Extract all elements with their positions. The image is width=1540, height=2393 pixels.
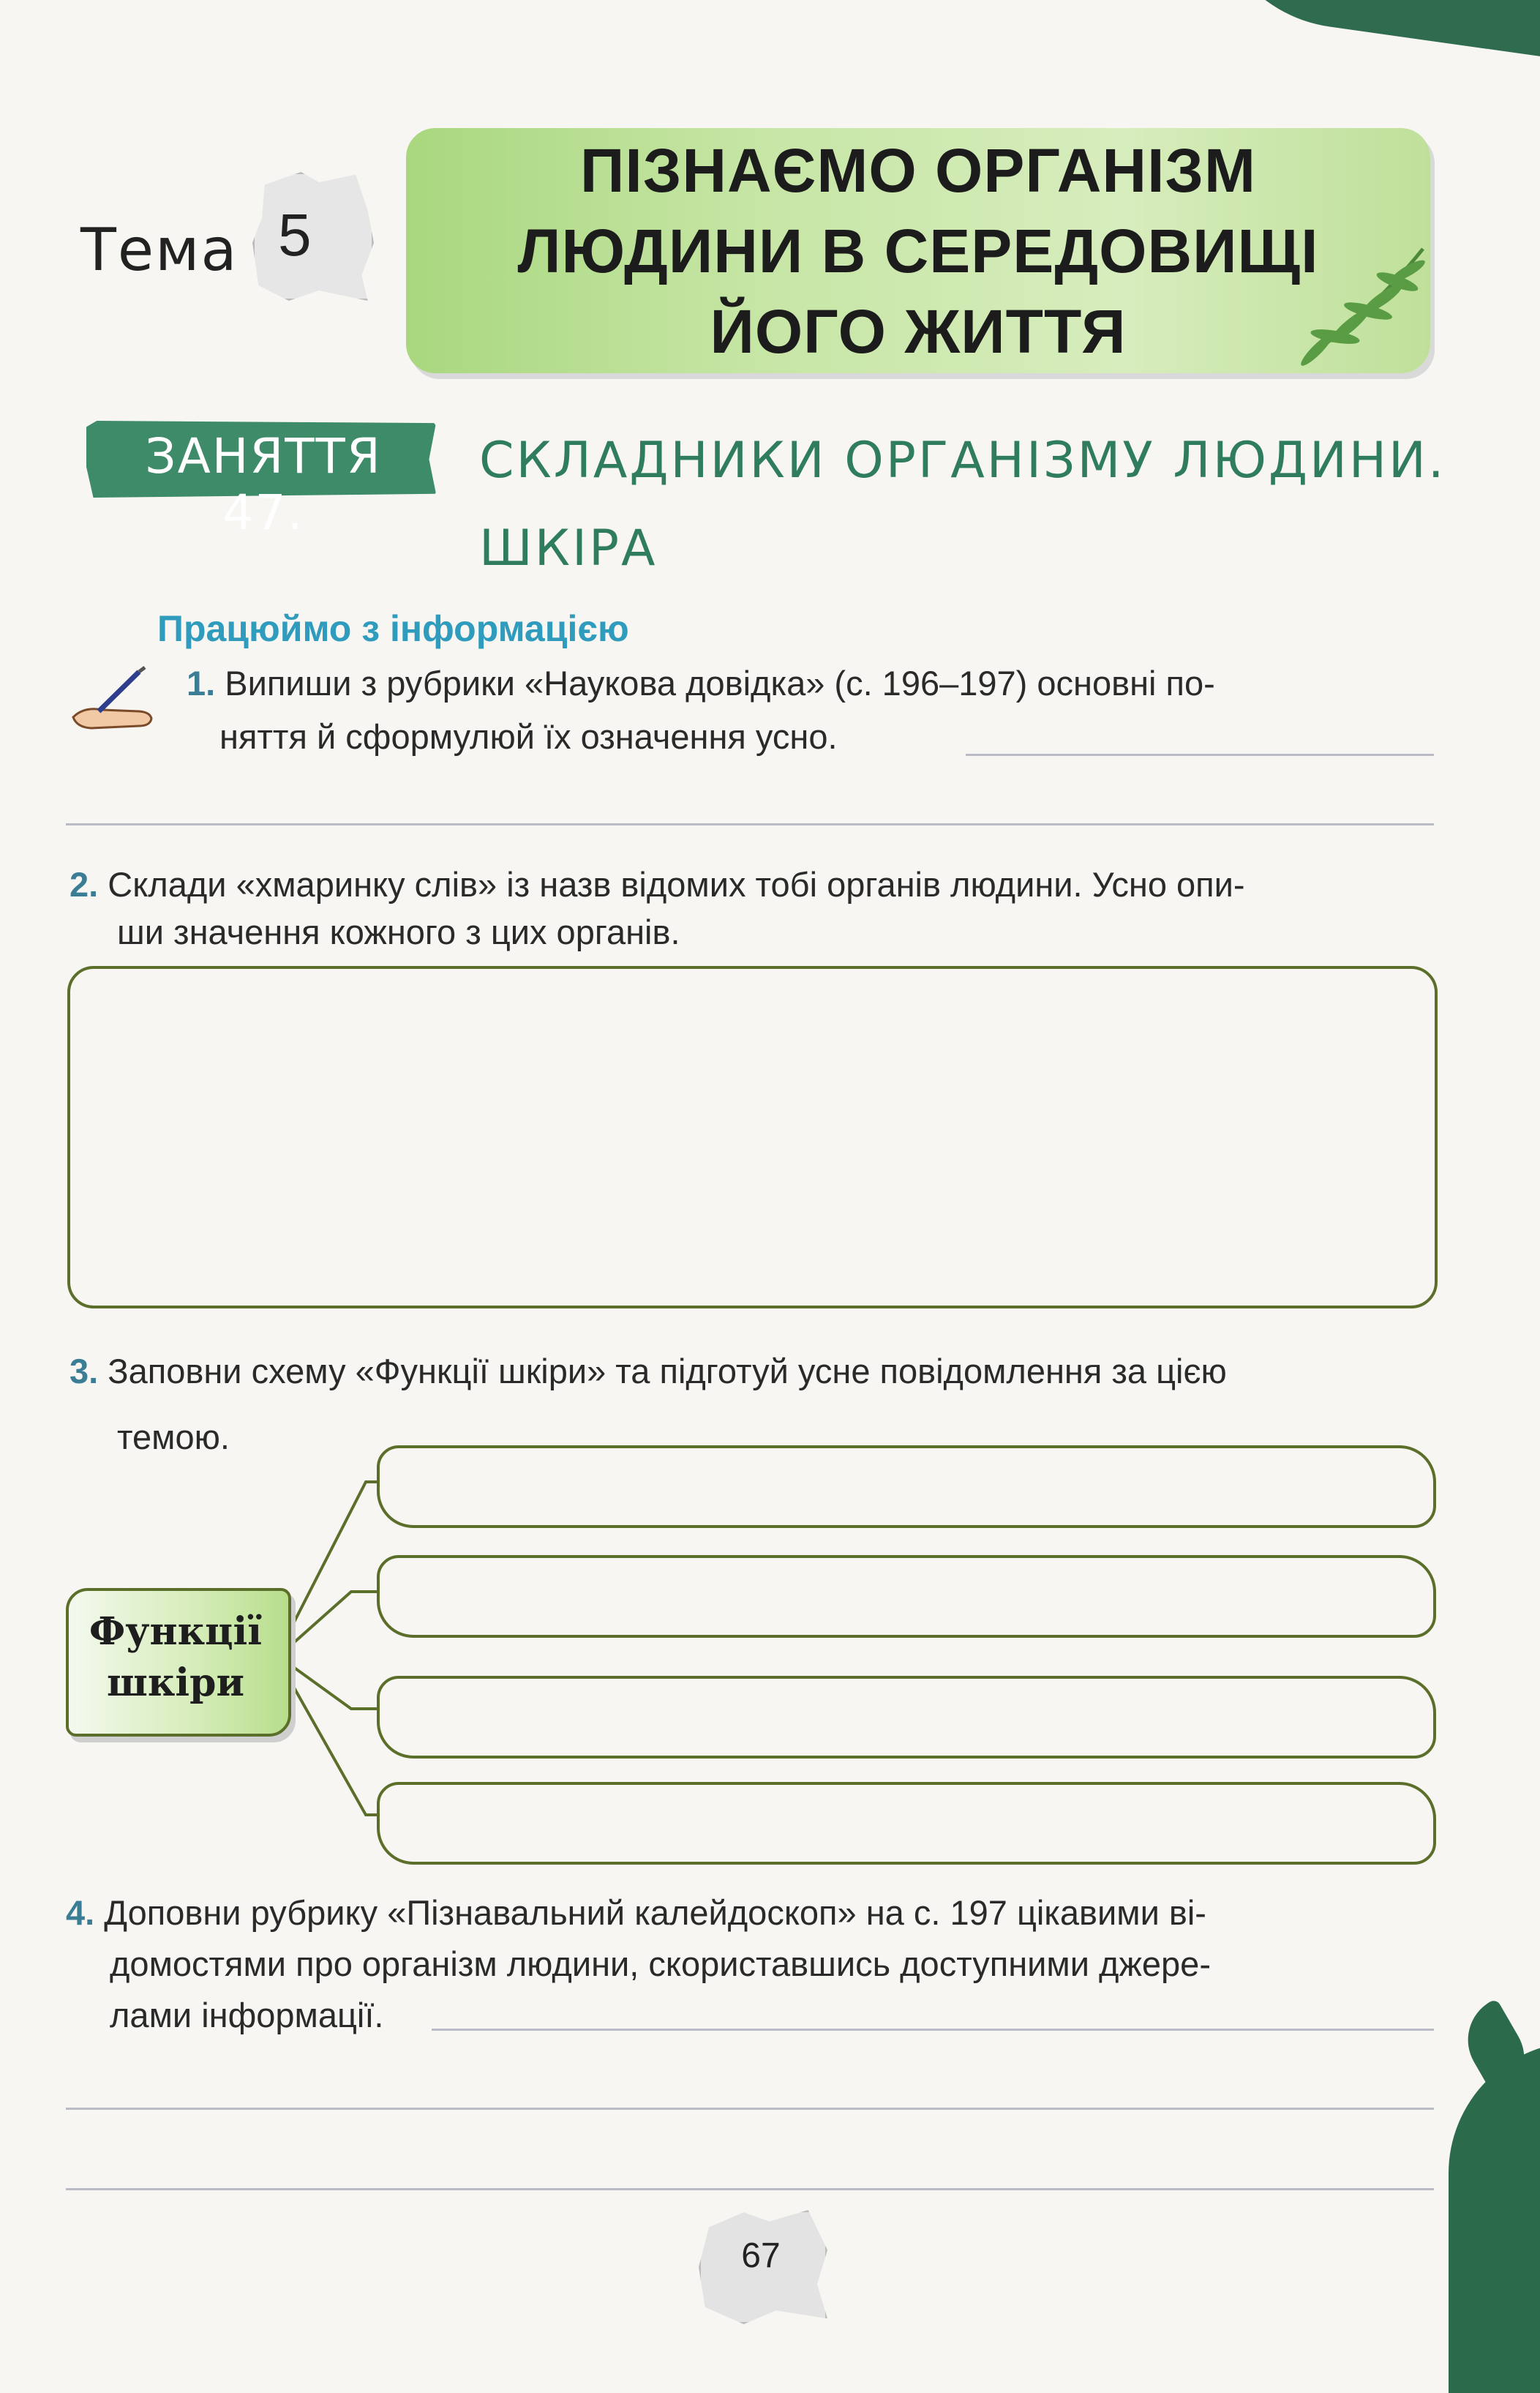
task-2-text: Склади «хмаринку слів» із назв відомих тобі органів людини. Усно опи- (108, 865, 1245, 904)
task-4-text: Доповни рубрику «Пізнавальний калейдоскоп» на с. 197 цікавими ві- (104, 1893, 1206, 1932)
task-2-number: 2. (70, 865, 99, 904)
task-1-number: 1. (187, 664, 216, 703)
topic-title-line-3: ЙОГО ЖИТТЯ (710, 297, 1127, 366)
section-heading: Працюймо з інформацією (157, 608, 629, 649)
answer-line[interactable] (966, 754, 1434, 756)
task-1-line-2: няття й сформулюй їх означення усно. (219, 717, 838, 756)
task-1-line-1 (187, 655, 1215, 712)
lesson-number: ЗАНЯТТЯ 47. (145, 428, 382, 541)
answer-line[interactable] (66, 823, 1434, 825)
skin-function-answer-box[interactable] (377, 1445, 1436, 1528)
page-number: 67 (741, 2236, 781, 2275)
writing-hand-icon (70, 666, 157, 732)
decorative-leaf-top (1192, 0, 1540, 64)
scheme-label-line-1: Функції (89, 1609, 263, 1654)
topic-title-line-2: ЛЮДИНИ В СЕРЕДОВИЩІ (517, 217, 1319, 285)
task-4-line-1 (66, 1884, 1206, 1941)
task-3-line-2: темою. (117, 1418, 230, 1456)
skin-function-answer-box[interactable] (377, 1555, 1436, 1638)
lesson-title-line-2: ШКІРА (479, 520, 658, 577)
scheme-label-line-2: шкіри (106, 1660, 245, 1705)
fern-icon (1291, 241, 1430, 366)
word-cloud-answer-box[interactable] (67, 966, 1438, 1308)
skin-function-answer-box[interactable] (377, 1782, 1436, 1865)
task-4-line-3: лами інформації. (110, 1996, 384, 2034)
lesson-title-line-1: СКЛАДНИКИ ОРГАНІЗМУ ЛЮДИНИ. (479, 432, 1446, 490)
task-3-line-1 (70, 1343, 1227, 1400)
task-3-number: 3. (70, 1352, 99, 1390)
topic-number-badge (252, 172, 374, 301)
topic-label: Тема (80, 216, 238, 284)
scheme-center-label (66, 1606, 285, 1709)
task-4-line-2: домостями про організм людини, скориставшись доступними джере- (110, 1944, 1211, 1983)
task-3-text: Заповни схему «Функції шкіри» та підготуй усне повідомлення за цією (108, 1352, 1227, 1390)
scheme-connectors (278, 1471, 388, 1851)
task-4-number: 4. (66, 1893, 95, 1932)
answer-line[interactable] (66, 2188, 1434, 2190)
task-1-text: Випиши з рубрики «Наукова довідка» (с. 196–197) основні по- (225, 664, 1215, 703)
task-2-line-2: ши значення кожного з цих органів. (117, 913, 680, 951)
topic-number: 5 (278, 202, 312, 269)
skin-function-answer-box[interactable] (377, 1676, 1436, 1759)
answer-line[interactable] (66, 2108, 1434, 2110)
topic-title-line-1: ПІЗНАЄМО ОРГАНІЗМ (579, 136, 1257, 205)
answer-line[interactable] (432, 2029, 1434, 2031)
